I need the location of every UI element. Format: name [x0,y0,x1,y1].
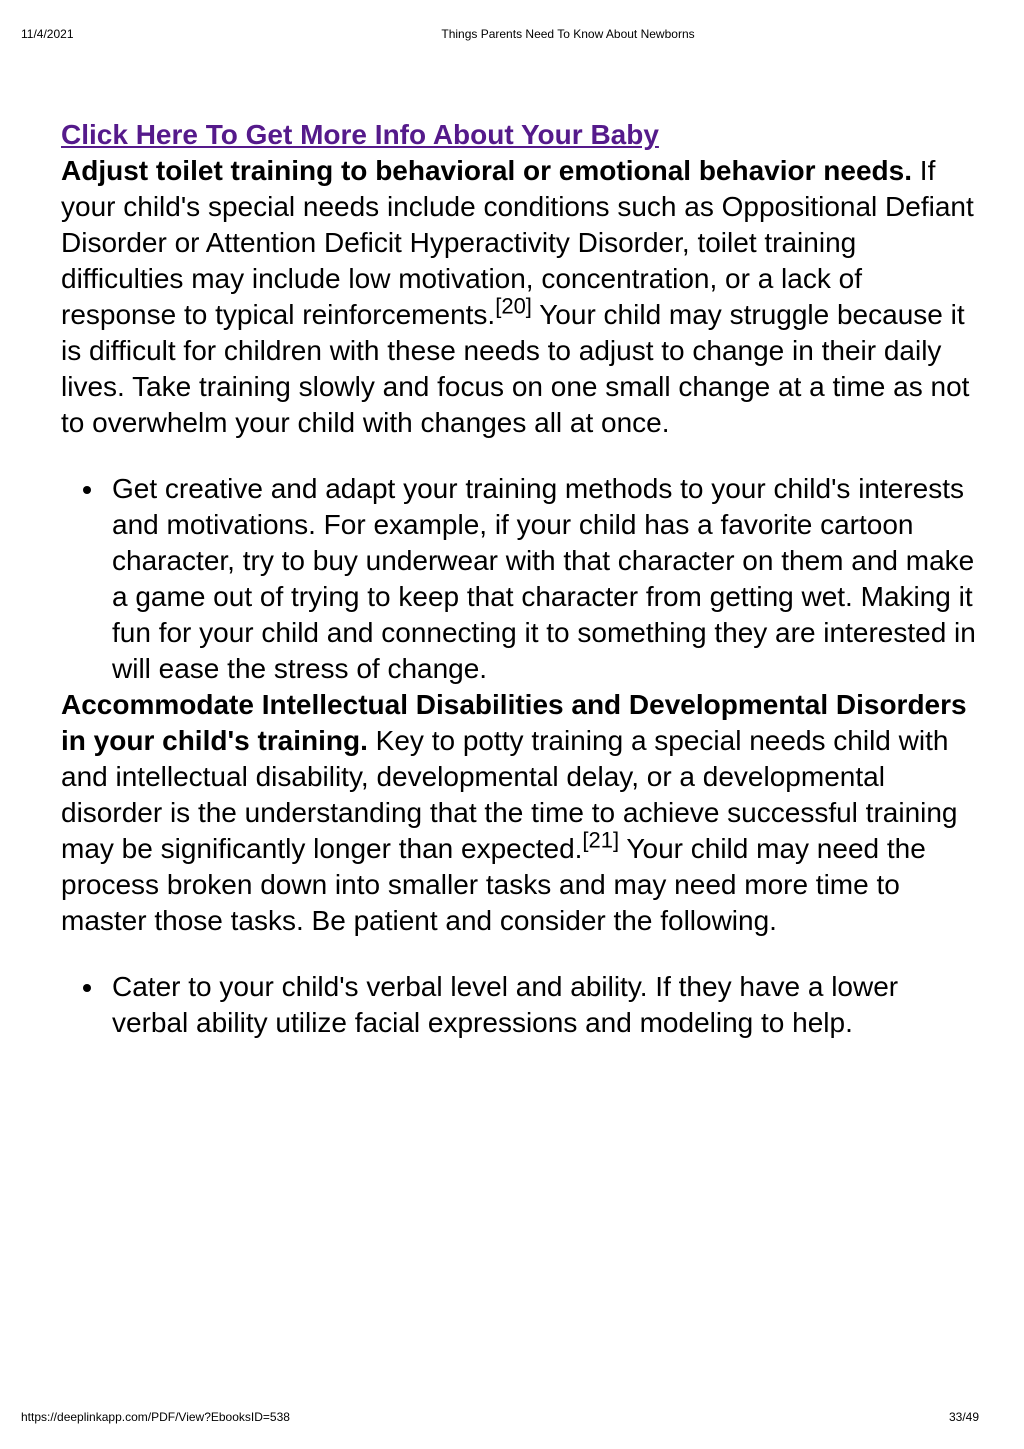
bullet-icon [83,486,91,494]
page-number: 33/49 [948,1410,979,1424]
more-info-link[interactable]: Click Here To Get More Info About Your Baby [61,119,659,150]
paragraph-text: Your child may struggle because it is difficult for children with these needs to adjust to change in their daily lives. Take training slowly and focus on one small change at a time as not to overwhelm your child with changes all at once. [61,299,970,438]
list-item-text: Cater to your child's verbal level and ability. If they have a lower verbal ability utilize facial expressions and modeling to help. [112,971,899,1038]
paragraph-text: Key to potty training a special needs child with and intellectual disability, developmental delay, or a developmental disorder is the understanding that the time to achieve successful training may be significantly longer than expected. [61,725,958,864]
document-title: Things Parents Need To Know About Newborns [441,27,695,41]
list-item-text: Get creative and adapt your training methods to your child's interests and motivations. For example, if your child has a favorite cartoon character, try to buy underwear with that character on them and make a game out of trying to keep that character from getting wet. Making it fun for your child and connecting it to something they are interested in will ease the stress of change. [112,473,976,684]
section-heading: Adjust toilet training to behavioral or emotional behavior needs. [61,155,913,186]
bullet-icon [83,984,91,992]
paragraph-text: If your child's special needs include conditions such as Oppositional Defiant Disorder or Attention Deficit Hyperactivity Disorder, toilet training difficulties may include low motivation, concentration, or a lack of response to typical reinforcements. [61,155,974,330]
print-date: 11/4/2021 [21,27,74,41]
section-paragraph [61,687,981,939]
page-url: https://deeplinkapp.com/PDF/View?EbooksID=538 [21,1410,290,1424]
print-header [0,26,1024,42]
list-item [112,471,981,687]
bullet-list [61,471,981,687]
print-footer [0,1409,1024,1425]
list-item [112,969,981,1041]
citation-ref[interactable]: [21] [582,827,620,853]
section-paragraph [61,153,981,441]
section-heading: Accommodate Intellectual Disabilities and Developmental Disorders in your child's training. [61,689,967,756]
bullet-list [61,969,981,1041]
citation-ref[interactable]: [20] [495,293,532,319]
main-content [61,117,981,1041]
paragraph-text: Your child may need the process broken down into smaller tasks and may need more time to master those tasks. Be patient and consider the following. [61,833,926,936]
